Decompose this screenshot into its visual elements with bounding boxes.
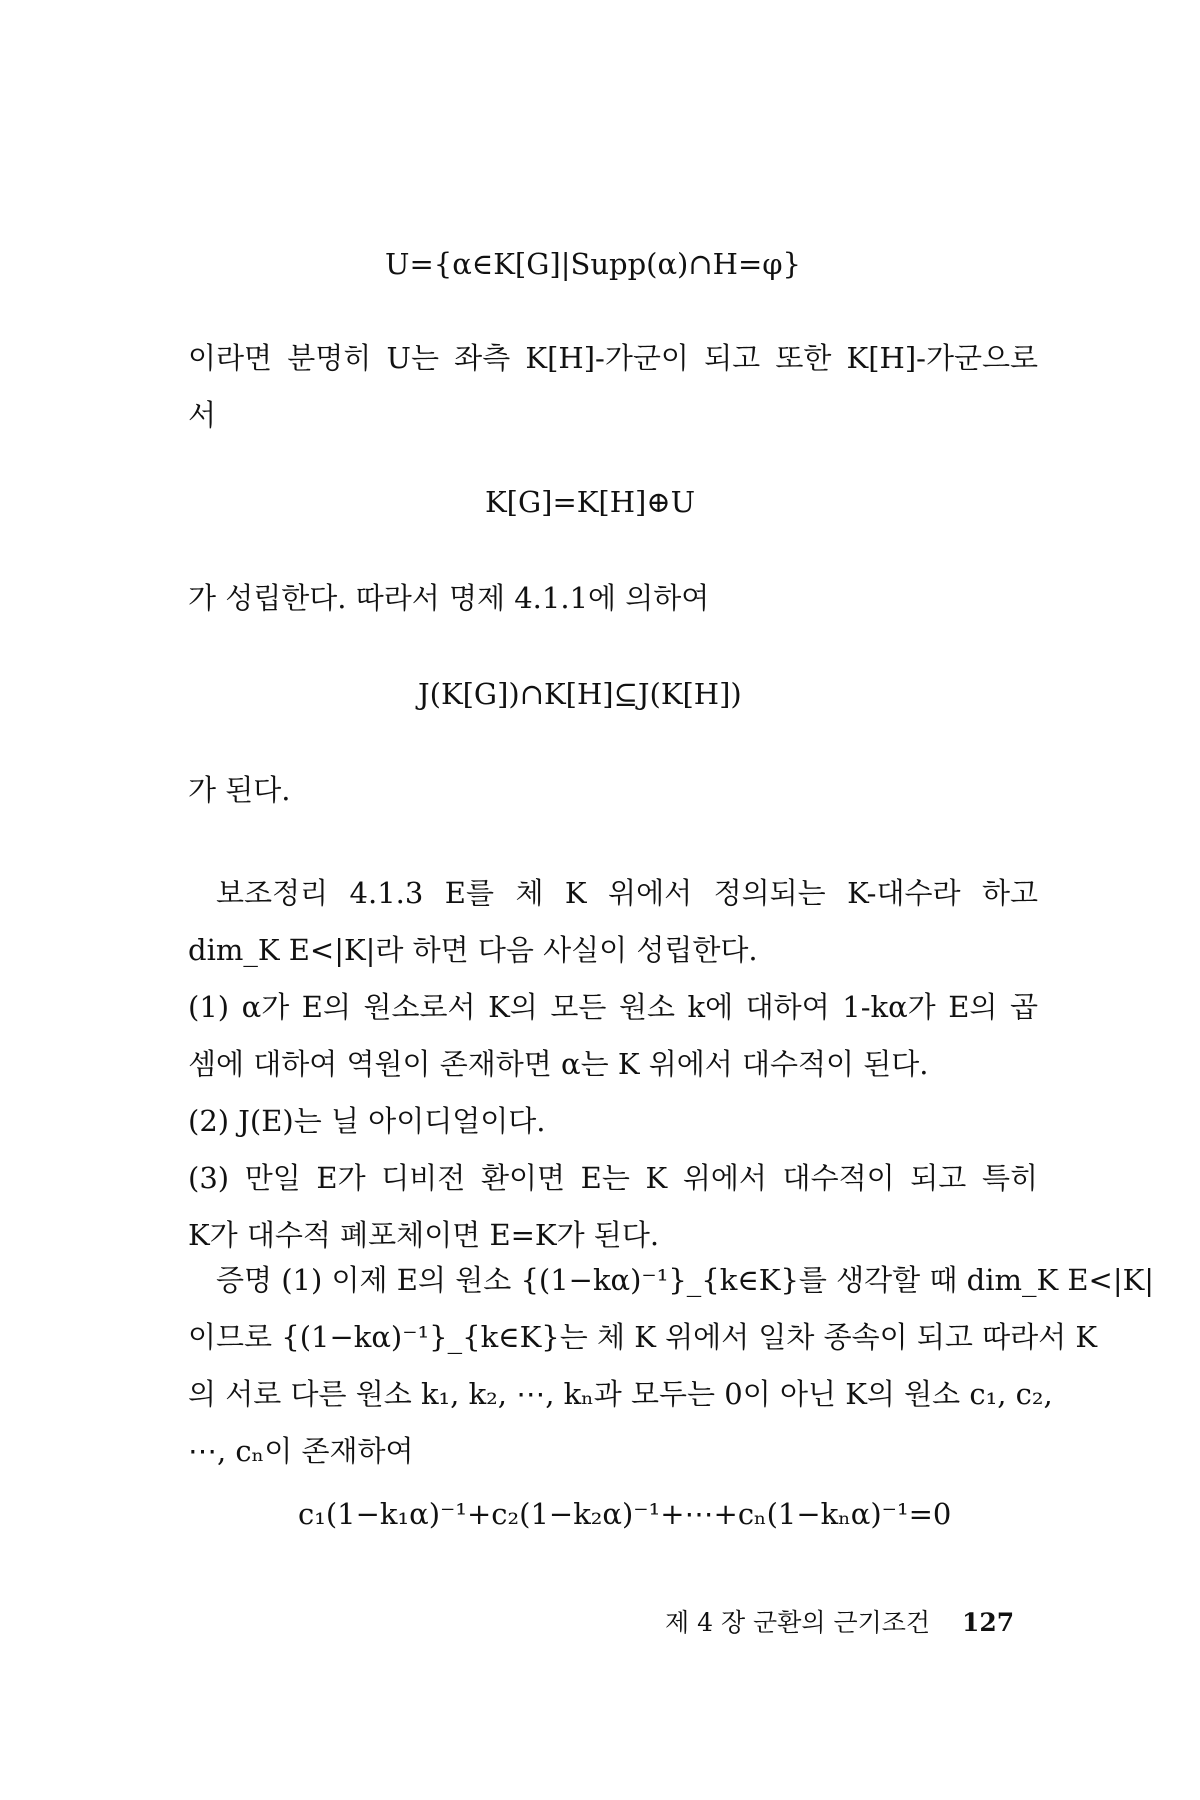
text-line: 셈에 대하여 역원이 존재하면 α는 K 위에서 대수적이 된다. (188, 1047, 929, 1081)
text-line: 의 서로 다른 원소 k₁, k₂, ⋯, kₙ과 모두는 0이 아닌 K의 원소 c₁, c₂, (188, 1377, 1053, 1411)
text-line: 이므로 {(1−kα)⁻¹}_{k∈K}는 체 K 위에서 일차 종속이 되고 따라서 K (188, 1320, 1098, 1354)
lemma-item-1: (1) α가 E의 원소로서 K의 모든 원소 k에 대하여 1-kα가 E의 곱 (188, 990, 1038, 1024)
equation-1: U={α∈K[G]|Supp(α)∩H=φ} (385, 247, 801, 281)
paragraph-1 (188, 330, 1038, 444)
lemma-heading-line: 보조정리 4.1.3 E를 체 K 위에서 정의되는 K-대수라 하고 (216, 876, 1038, 910)
text-line: dim_K E<|K|라 하면 다음 사실이 성립한다. (188, 933, 758, 967)
text-line: ⋯, cₙ이 존재하여 (188, 1434, 414, 1468)
equation-2: K[G]=K[H]⊕U (485, 485, 696, 519)
lemma-item-3: (3) 만일 E가 디비전 환이면 E는 K 위에서 대수적이 되고 특히 (188, 1161, 1038, 1195)
text-line: 가 성립한다. 따라서 명제 4.1.1에 의하여 (188, 581, 710, 615)
text-line: 서 (188, 398, 217, 432)
text-line: K가 대수적 폐포체이면 E=K가 된다. (188, 1218, 660, 1252)
running-footer (665, 1610, 1014, 1635)
paragraph-3 (188, 762, 1038, 819)
page-number: 127 (962, 1608, 1015, 1637)
proof-heading-line: 증명 (1) 이제 E의 원소 {(1−kα)⁻¹}_{k∈K}를 생각할 때 dim_K E<|K| (216, 1263, 1155, 1297)
text-line: 이라면 분명히 U는 좌측 K[H]-가군이 되고 또한 K[H]-가군으로 (188, 341, 1038, 375)
text-line: 가 된다. (188, 773, 291, 807)
lemma-block (188, 865, 1038, 1264)
equation-4: c₁(1−k₁α)⁻¹+c₂(1−k₂α)⁻¹+⋯+cₙ(1−kₙα)⁻¹=0 (298, 1497, 952, 1531)
proof-block (188, 1252, 1155, 1480)
paragraph-2 (188, 570, 1038, 627)
chapter-title: 제 4 장 군환의 근기조건 (665, 1608, 931, 1637)
equation-3: J(K[G])∩K[H]⊆J(K[H]) (418, 677, 742, 711)
lemma-item-2: (2) J(E)는 닐 아이디얼이다. (188, 1104, 546, 1138)
